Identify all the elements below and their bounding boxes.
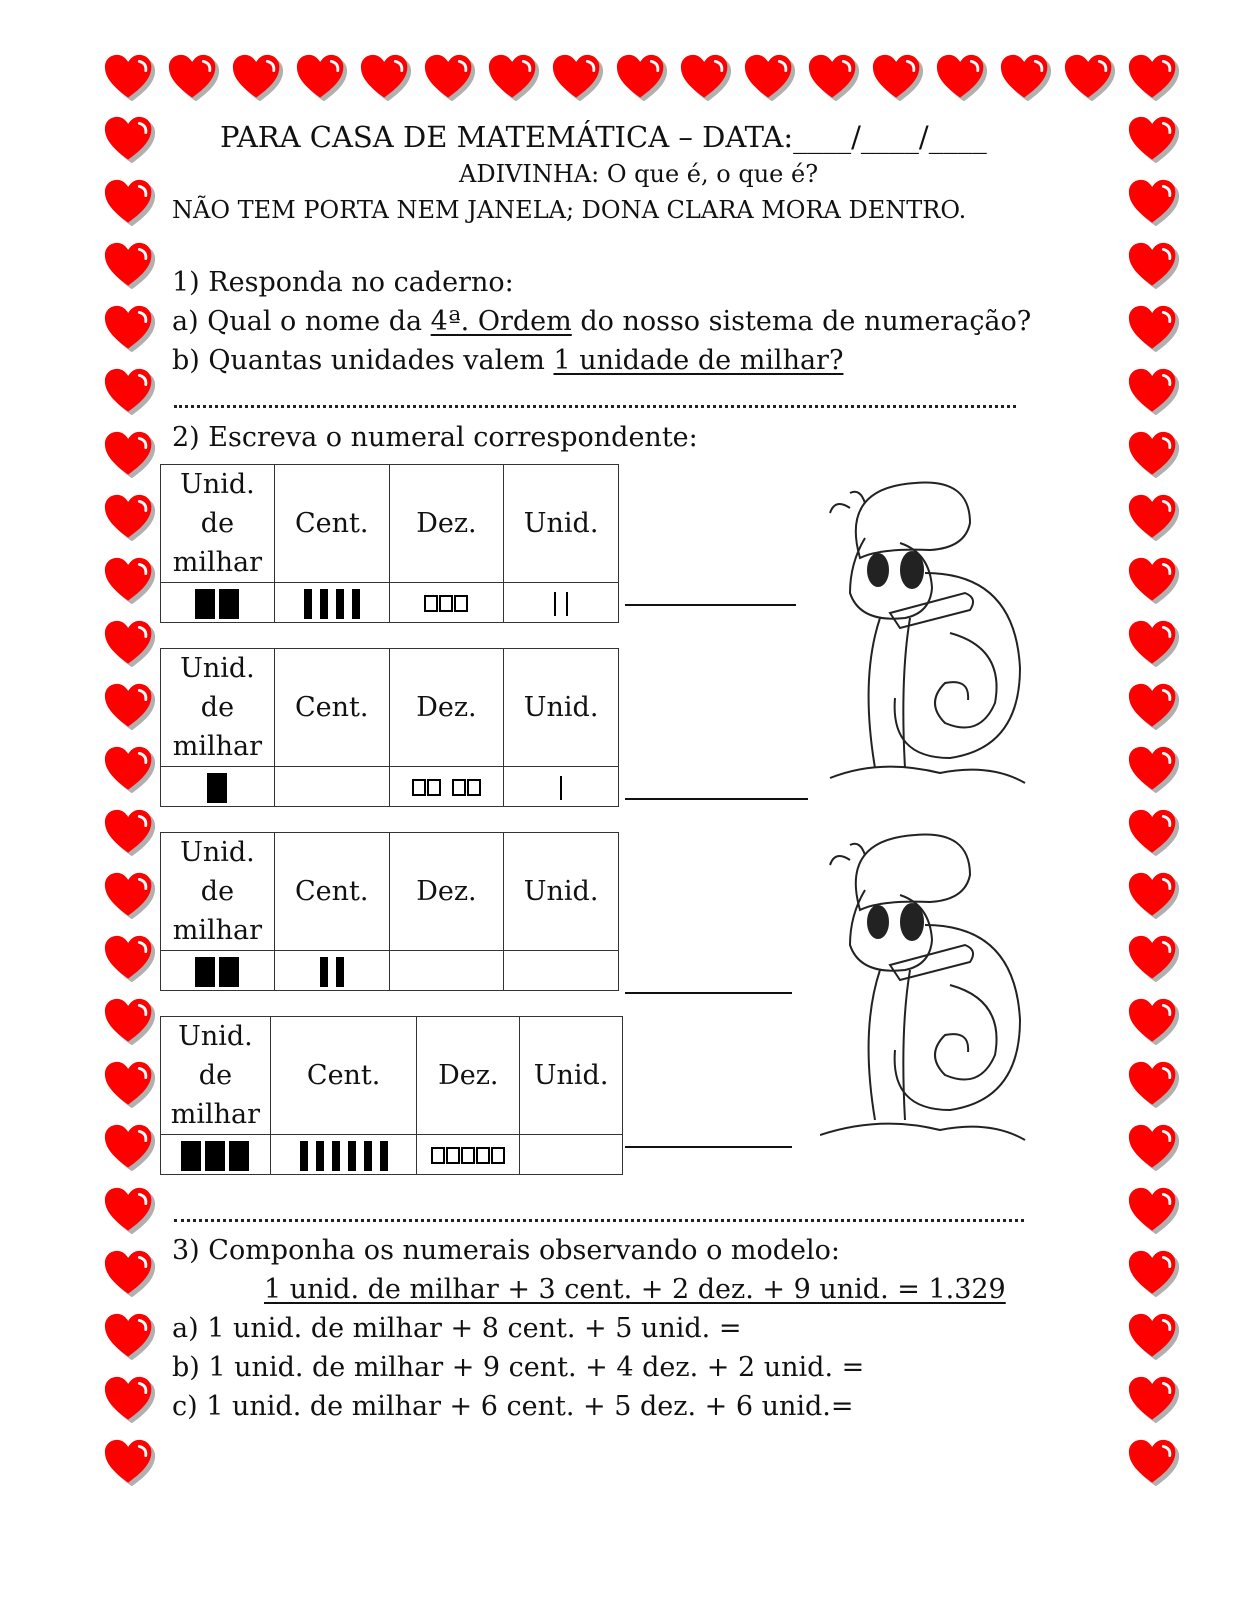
header-dez: Dez.	[417, 1017, 520, 1135]
dezena-squares	[389, 583, 504, 623]
heart-icon	[104, 935, 156, 985]
heart-icon	[104, 1313, 156, 1363]
unidade-sticks	[504, 951, 619, 991]
heart-icon	[360, 54, 412, 104]
header-unid: Unid.	[520, 1017, 623, 1135]
heart-icon	[616, 54, 668, 104]
header-cent: Cent.	[270, 1017, 417, 1135]
heart-icon	[1128, 54, 1180, 104]
unidade-sticks	[504, 767, 619, 807]
heart-icon	[104, 557, 156, 607]
heart-icon	[104, 494, 156, 544]
question-1b-prefix: b) Quantas unidades valem	[172, 345, 554, 376]
centena-bars	[274, 767, 389, 807]
question-1b-underlined: 1 unidade de milhar?	[553, 345, 844, 376]
snail-illustration-icon	[820, 830, 1030, 1150]
milhar-blocks	[161, 583, 275, 623]
heart-icon	[104, 179, 156, 229]
heart-icon	[104, 1187, 156, 1237]
header-dez: Dez.	[389, 833, 504, 951]
heart-icon	[1128, 179, 1180, 229]
header-unid-milhar: Unid. de milhar	[161, 833, 275, 951]
heart-icon	[1064, 54, 1116, 104]
centena-bars	[274, 583, 389, 623]
heart-icon	[808, 54, 860, 104]
question-1a-underlined: 4ª. Ordem	[430, 306, 572, 337]
heart-icon	[232, 54, 284, 104]
answer-line-3[interactable]	[625, 992, 792, 994]
heart-icon	[104, 1061, 156, 1111]
dezena-squares	[417, 1135, 520, 1175]
heart-icon	[1128, 620, 1180, 670]
heart-icon	[1128, 1439, 1180, 1489]
header-unid-milhar: Unid. de milhar	[161, 649, 275, 767]
heart-icon	[104, 683, 156, 733]
heart-icon	[1128, 116, 1180, 166]
heart-icon	[104, 1376, 156, 1426]
heart-icon	[104, 1439, 156, 1489]
heart-icon	[104, 368, 156, 418]
question-1a-prefix: a) Qual o nome da	[172, 306, 431, 337]
question-2-title: 2) Escreva o numeral correspondente:	[172, 422, 698, 453]
answer-line-4[interactable]	[625, 1146, 792, 1148]
heart-icon	[552, 54, 604, 104]
heart-icon	[104, 746, 156, 796]
heart-icon	[104, 872, 156, 922]
header-unid: Unid.	[504, 465, 619, 583]
question-3-title: 3) Componha os numerais observando o modelo:	[172, 1235, 841, 1266]
heart-icon	[104, 1250, 156, 1300]
place-value-table-3	[160, 832, 619, 991]
dezena-squares	[389, 767, 504, 807]
heart-icon	[1128, 746, 1180, 796]
answer-line-2[interactable]	[625, 798, 808, 800]
question-3-model: 1 unid. de milhar + 3 cent. + 2 dez. + 9 unid. = 1.329	[264, 1274, 1006, 1305]
milhar-blocks	[161, 1135, 271, 1175]
riddle-text: NÃO TEM PORTA NEM JANELA; DONA CLARA MORA DENTRO.	[172, 196, 967, 224]
header-unid: Unid.	[504, 649, 619, 767]
heart-icon	[104, 305, 156, 355]
heart-icon	[936, 54, 988, 104]
header-unid: Unid.	[504, 833, 619, 951]
question-3a: a) 1 unid. de milhar + 8 cent. + 5 unid. =	[172, 1313, 742, 1344]
heart-icon	[744, 54, 796, 104]
heart-icon	[488, 54, 540, 104]
riddle-label: ADIVINHA: O que é, o que é?	[459, 160, 819, 188]
header-dez: Dez.	[389, 465, 504, 583]
heart-icon	[1128, 557, 1180, 607]
heart-icon	[104, 431, 156, 481]
heart-icon	[1000, 54, 1052, 104]
heart-icon	[1128, 368, 1180, 418]
unidade-sticks	[520, 1135, 623, 1175]
header-unid-milhar: Unid. de milhar	[161, 1017, 271, 1135]
heart-icon	[296, 54, 348, 104]
heart-icon	[1128, 935, 1180, 985]
place-value-table-4	[160, 1016, 623, 1175]
question-1b	[172, 345, 843, 376]
header-cent: Cent.	[274, 649, 389, 767]
heart-icon	[1128, 1313, 1180, 1363]
heart-icon	[1128, 1124, 1180, 1174]
heart-icon	[104, 809, 156, 859]
place-value-table-2	[160, 648, 619, 807]
heart-icon	[104, 242, 156, 292]
page-title: PARA CASA DE MATEMÁTICA – DATA:____/____/____	[220, 120, 987, 154]
answer-line-1[interactable]	[625, 604, 796, 606]
heart-icon	[1128, 683, 1180, 733]
heart-icon	[104, 1124, 156, 1174]
question-1-title: 1) Responda no caderno:	[172, 267, 514, 298]
heart-icon	[1128, 305, 1180, 355]
milhar-blocks	[161, 951, 275, 991]
header-cent: Cent.	[274, 465, 389, 583]
heart-icon	[1128, 242, 1180, 292]
centena-bars	[270, 1135, 417, 1175]
heart-icon	[1128, 998, 1180, 1048]
header-cent: Cent.	[274, 833, 389, 951]
heart-icon	[1128, 1250, 1180, 1300]
question-1a-suffix: do nosso sistema de numeração?	[571, 306, 1032, 337]
heart-icon	[1128, 431, 1180, 481]
heart-icon	[1128, 494, 1180, 544]
snail-illustration-icon	[820, 478, 1030, 798]
heart-icon	[1128, 809, 1180, 859]
heart-icon	[104, 54, 156, 104]
question-3b: b) 1 unid. de milhar + 9 cent. + 4 dez. + 2 unid. =	[172, 1352, 865, 1383]
dotted-separator	[174, 405, 1016, 408]
heart-icon	[1128, 1187, 1180, 1237]
heart-icon	[104, 116, 156, 166]
dotted-separator	[174, 1219, 1024, 1222]
heart-icon	[104, 620, 156, 670]
place-value-table-1	[160, 464, 619, 623]
heart-icon	[1128, 1376, 1180, 1426]
heart-icon	[1128, 872, 1180, 922]
unidade-sticks	[504, 583, 619, 623]
heart-icon	[872, 54, 924, 104]
dezena-squares	[389, 951, 504, 991]
header-unid-milhar: Unid. de milhar	[161, 465, 275, 583]
heart-icon	[1128, 1061, 1180, 1111]
question-3c: c) 1 unid. de milhar + 6 cent. + 5 dez. + 6 unid.=	[172, 1391, 854, 1422]
centena-bars	[274, 951, 389, 991]
milhar-blocks	[161, 767, 275, 807]
heart-icon	[168, 54, 220, 104]
header-dez: Dez.	[389, 649, 504, 767]
heart-icon	[104, 998, 156, 1048]
heart-icon	[424, 54, 476, 104]
heart-icon	[680, 54, 732, 104]
question-1a	[172, 306, 1031, 337]
